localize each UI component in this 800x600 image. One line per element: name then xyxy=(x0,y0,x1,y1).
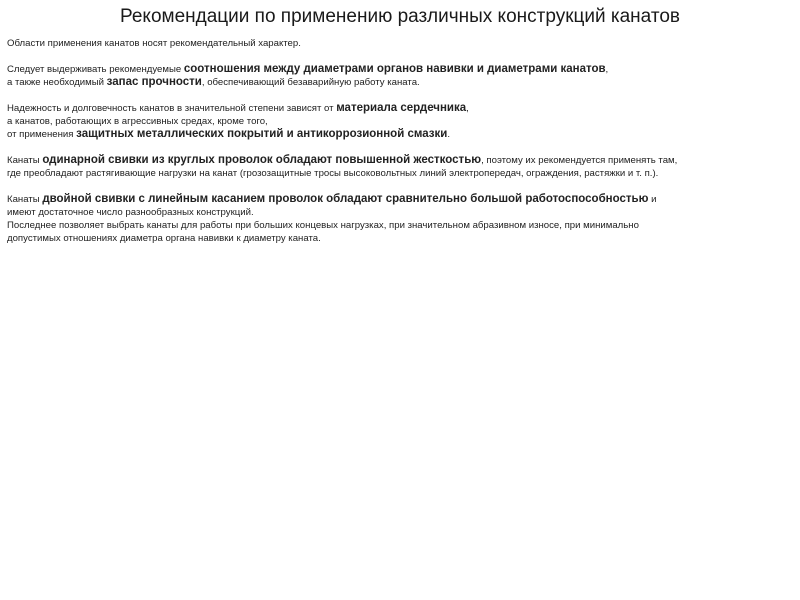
text: , xyxy=(605,64,609,75)
text: имеют достаточное число разнообразных конструкций. xyxy=(7,207,254,218)
page-title: Рекомендации по применению различных конструкций канатов xyxy=(120,6,680,27)
emphasis-coatings: защитных металлических покрытий и антикоррозионной смазки xyxy=(76,128,448,140)
paragraph-single-lay xyxy=(7,154,795,180)
paragraph-core-material xyxy=(7,102,795,141)
emphasis-safety-margin: запас прочности xyxy=(106,76,202,88)
text: , xyxy=(466,103,469,114)
text: , поэтому их рекомендуется применять там, xyxy=(481,155,678,166)
document-body xyxy=(7,37,795,245)
text: Следует выдерживать рекомендуемые xyxy=(7,64,184,75)
text: и xyxy=(648,194,657,205)
text: , обеспечивающий безаварийную работу каната. xyxy=(201,77,420,88)
text: где преобладают растягивающие нагрузки на канат (грозозащитные тросы высоковольтных линий электропередач, ограждения, растяжки и т. п.). xyxy=(7,168,659,179)
paragraph-diameter-ratio xyxy=(7,63,795,89)
paragraph-intro: Области применения канатов носят рекомендательный характер. xyxy=(7,38,301,49)
text: . xyxy=(447,129,450,140)
text: Канаты xyxy=(7,194,43,205)
text: а канатов, работающих в агрессивных средах, кроме того, xyxy=(7,116,268,127)
text: от применения xyxy=(7,129,77,140)
text: Надежность и долговечность канатов в значительной степени зависят от xyxy=(7,103,337,114)
text: Последнее позволяет выбрать канаты для работы при больших концевых нагрузках, при значительном абразивном износе, при минимально xyxy=(7,220,639,231)
emphasis-single-lay: одинарной свивки из круглых проволок обладают повышенной жесткостью xyxy=(42,154,482,166)
text: Канаты xyxy=(7,155,43,166)
emphasis-diameter-ratio: соотношения между диаметрами органов навивки и диаметрами канатов xyxy=(183,63,606,75)
emphasis-core-material: материала сердечника xyxy=(336,102,467,114)
text: а также необходимый xyxy=(7,77,107,88)
emphasis-double-lay: двойной свивки с линейным касанием проволок обладают сравнительно большой работоспособностью xyxy=(42,193,649,205)
paragraph-double-lay xyxy=(7,193,795,245)
text: допустимых отношениях диаметра органа навивки к диаметру каната. xyxy=(7,233,321,244)
